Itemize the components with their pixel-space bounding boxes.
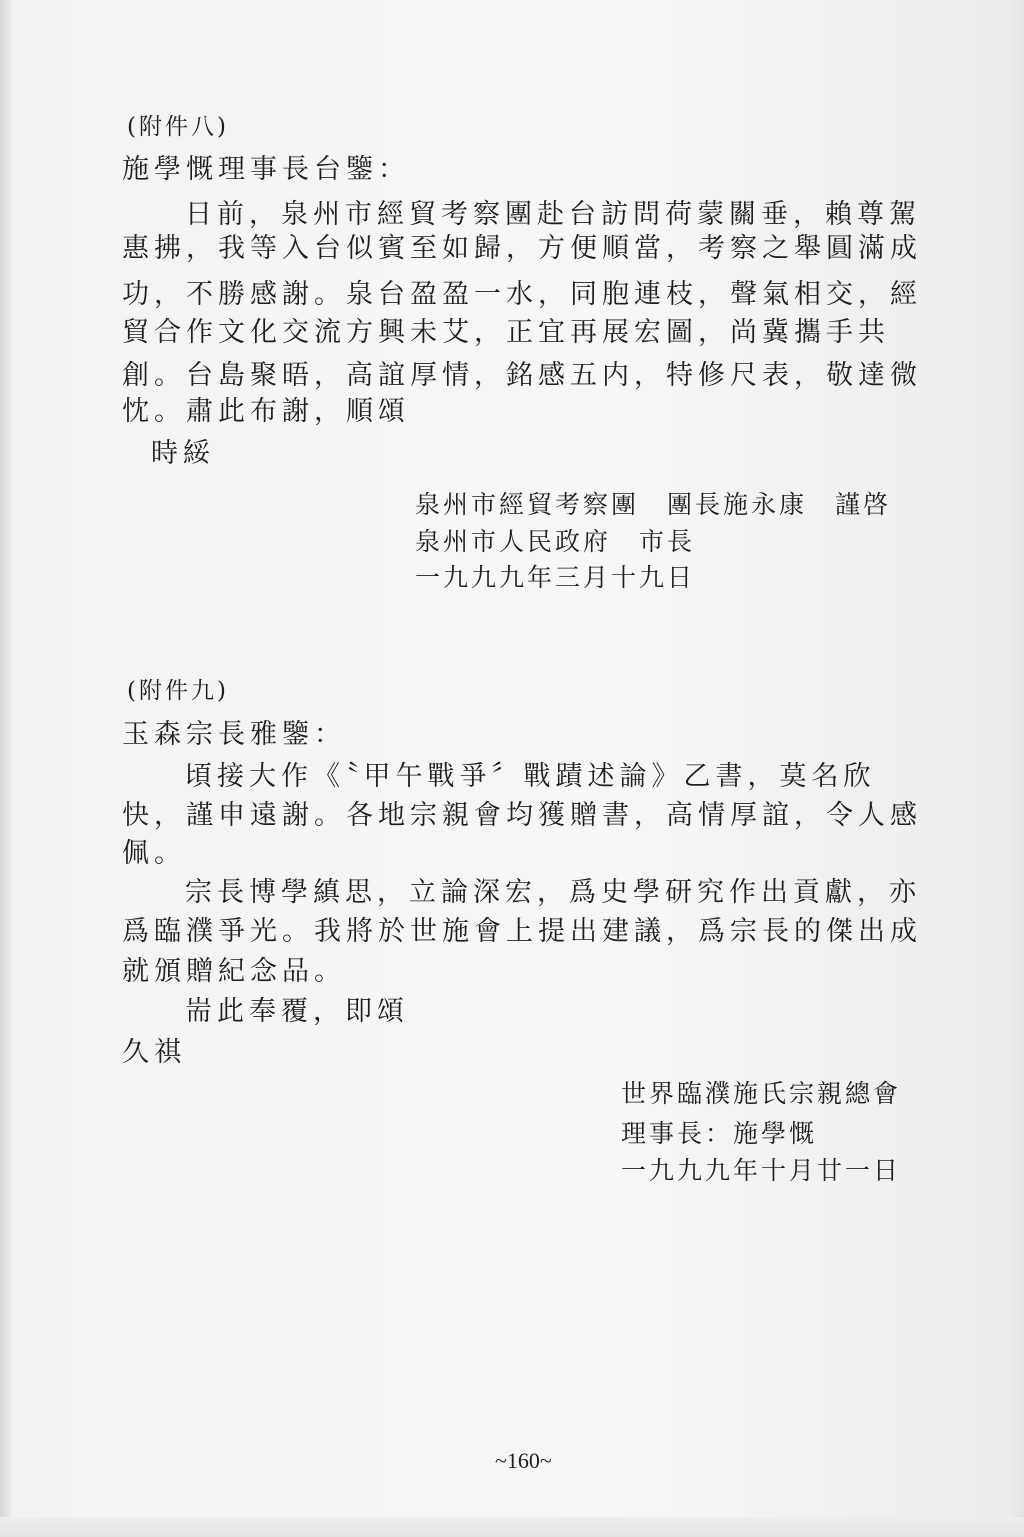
letter-9-body-line: 就頒贈紀念品。 bbox=[122, 956, 346, 987]
letter-9-sender-line: 理事長：施學慨 bbox=[621, 1119, 818, 1148]
letter-8-body-line: 功，不勝感謝。泉台盈盈一水，同胞連枝，聲氣相交，經 bbox=[122, 279, 922, 310]
letter-8-sender-line: 泉州市人民政府 市長 bbox=[415, 527, 696, 556]
letter-9-body-line: 快，謹申遠謝。各地宗親會均獲贈書，高情厚誼，令人感 bbox=[122, 800, 922, 831]
page-number: ~160~ bbox=[495, 1448, 552, 1473]
letter-8-closing: 時綏 bbox=[151, 438, 215, 469]
letter-8-date: 一九九九年三月十九日 bbox=[415, 563, 696, 592]
letter-8-body-line: 惠拂，我等入台似賓至如歸，方便順當，考察之舉圓滿成 bbox=[122, 233, 922, 264]
letter-9-sender-line: 世界臨濮施氏宗親總會 bbox=[621, 1079, 902, 1108]
letter-8-sender-line: 泉州市經貿考察團 團長施永康 謹啓 bbox=[415, 490, 892, 519]
letter-9-body-line: 頃接大作《〝甲午戰爭〞戰蹟述論》乙書，莫名欣 bbox=[185, 761, 876, 792]
letter-9-salutation: 玉森宗長雅鑒： bbox=[122, 719, 346, 750]
letter-8-body-line: 貿合作文化交流方興未艾，正宜再展宏圖，尚冀攜手共 bbox=[122, 317, 890, 348]
letter-9-body-line: 佩。 bbox=[122, 838, 186, 869]
page-edge-bottom bbox=[0, 1517, 1024, 1537]
letter-8-salutation: 施學慨理事長台鑒： bbox=[122, 154, 410, 185]
letter-9-date: 一九九九年十月廿一日 bbox=[621, 1156, 902, 1185]
letter-8-body-line: 忱。肅此布謝，順頌 bbox=[122, 396, 410, 427]
letter-9-closing: 久祺 bbox=[122, 1037, 186, 1068]
page-spine-shadow bbox=[0, 0, 12, 1537]
letter-9-body-line: 耑此奉覆，即頌 bbox=[185, 996, 409, 1027]
letter-9-body-line: 宗長博學縝思，立論深宏，爲史學研究作出貢獻，亦 bbox=[185, 877, 921, 908]
letter-8-body-line: 日前，泉州市經貿考察團赴台訪問荷蒙關垂，賴尊駕 bbox=[185, 199, 921, 230]
letter-8-body-line: 創。台島聚晤，高誼厚情，銘感五内，特修尺表，敬達微 bbox=[122, 360, 922, 391]
attachment-8-label: (附件八) bbox=[127, 114, 229, 140]
page-edge-right bbox=[1010, 0, 1024, 1537]
attachment-9-label: (附件九) bbox=[127, 678, 229, 704]
letter-9-body-line: 爲臨濮爭光。我將於世施會上提出建議，爲宗長的傑出成 bbox=[122, 916, 922, 947]
